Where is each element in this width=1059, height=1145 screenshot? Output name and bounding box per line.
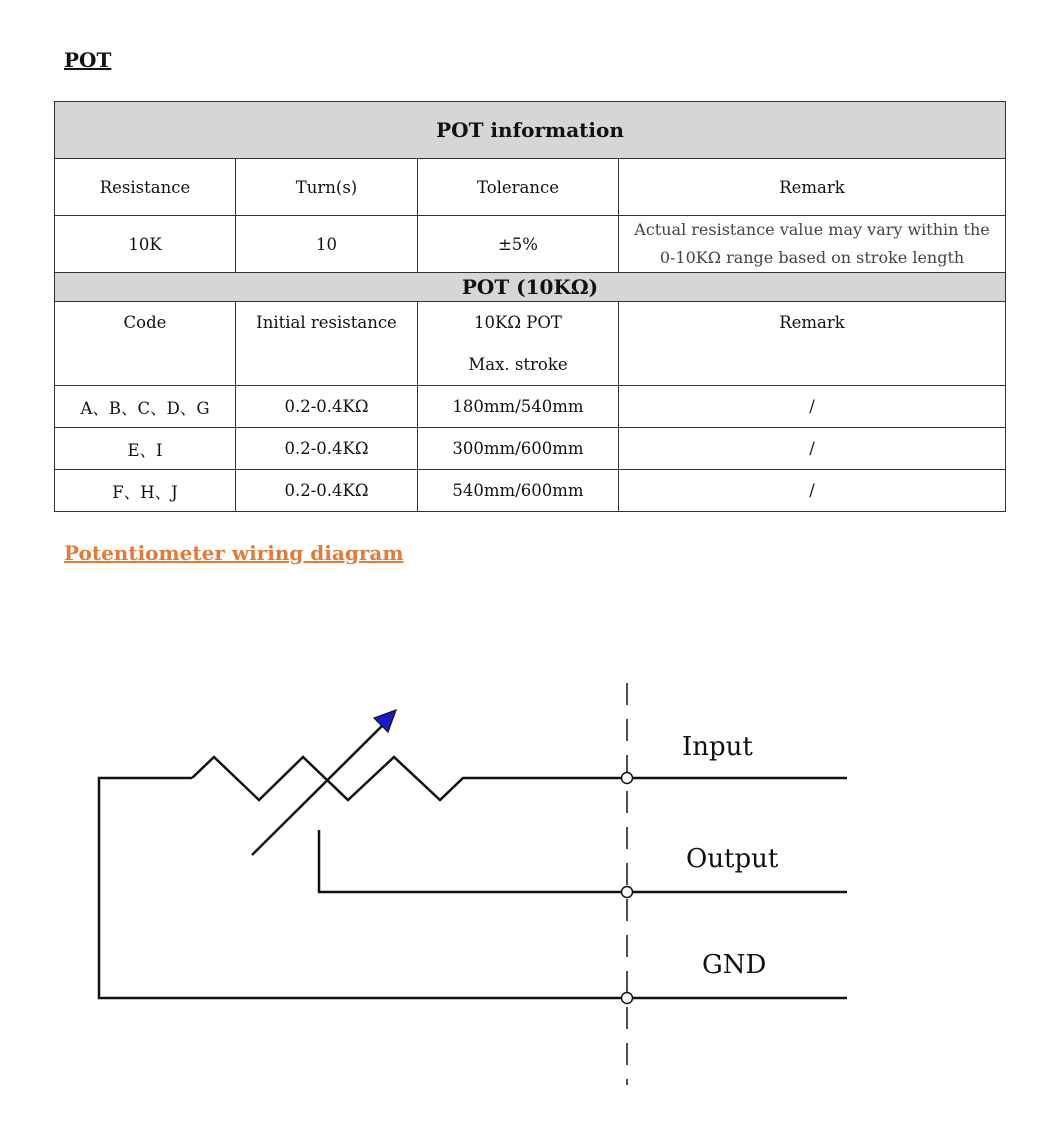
cell-code: A、B、C、D、G [55, 386, 236, 428]
wiper-arrow-icon [374, 710, 396, 732]
col-header-initial [236, 302, 418, 386]
col-header-tolerance: Tolerance [418, 159, 619, 216]
cell-remark: / [619, 470, 1006, 512]
table-header-row [55, 159, 1006, 216]
cell-remark [619, 216, 1006, 273]
cell-code: E、I [55, 428, 236, 470]
code-label: Code [123, 313, 167, 332]
table-subheader-row [55, 302, 1006, 386]
remark-line-2: 0-10KΩ range based on stroke length [659, 248, 965, 267]
gnd-label: GND [702, 950, 767, 980]
cell-stroke: 300mm/600mm [418, 428, 619, 470]
cell-tolerance: ±5% [418, 216, 619, 273]
table-row [55, 428, 1006, 470]
input-label: Input [682, 732, 753, 762]
gnd-wire [99, 778, 627, 998]
col-header-pot-stroke [418, 302, 619, 386]
gnd-terminal-icon [622, 993, 633, 1004]
input-terminal-icon [622, 773, 633, 784]
output-terminal-icon [622, 887, 633, 898]
col-header-code [55, 302, 236, 386]
pot-label-line1: 10KΩ POT [474, 313, 562, 332]
table-row [55, 386, 1006, 428]
col-header-remark-2 [619, 302, 1006, 386]
cell-initial: 0.2-0.4KΩ [236, 386, 418, 428]
cell-stroke: 180mm/540mm [418, 386, 619, 428]
pot-label-line2: Max. stroke [468, 355, 568, 374]
resistor-zigzag [192, 757, 627, 800]
table-row [55, 216, 1006, 273]
cell-stroke: 540mm/600mm [418, 470, 619, 512]
table-row [55, 470, 1006, 512]
output-label: Output [686, 844, 779, 874]
table-main-header: POT information [55, 102, 1006, 159]
cell-resistance: 10K [55, 216, 236, 273]
remark-line-1: Actual resistance value may vary within the [634, 220, 990, 239]
col-header-resistance: Resistance [55, 159, 236, 216]
cell-initial: 0.2-0.4KΩ [236, 428, 418, 470]
col-header-turns: Turn(s) [236, 159, 418, 216]
cell-remark: / [619, 386, 1006, 428]
cell-remark: / [619, 428, 1006, 470]
table-sub-header: POT (10KΩ) [55, 273, 1006, 302]
cell-turns: 10 [236, 216, 418, 273]
pot-information-table [54, 101, 1006, 512]
cell-initial: 0.2-0.4KΩ [236, 470, 418, 512]
cell-code: F、H、J [55, 470, 236, 512]
section-title-wiring: Potentiometer wiring diagram [64, 541, 404, 565]
wiring-diagram [0, 600, 1059, 1120]
initial-label: Initial resistance [256, 313, 397, 332]
page-title: POT [64, 48, 112, 72]
remark-label: Remark [779, 313, 845, 332]
col-header-remark: Remark [619, 159, 1006, 216]
output-wire [319, 830, 627, 892]
